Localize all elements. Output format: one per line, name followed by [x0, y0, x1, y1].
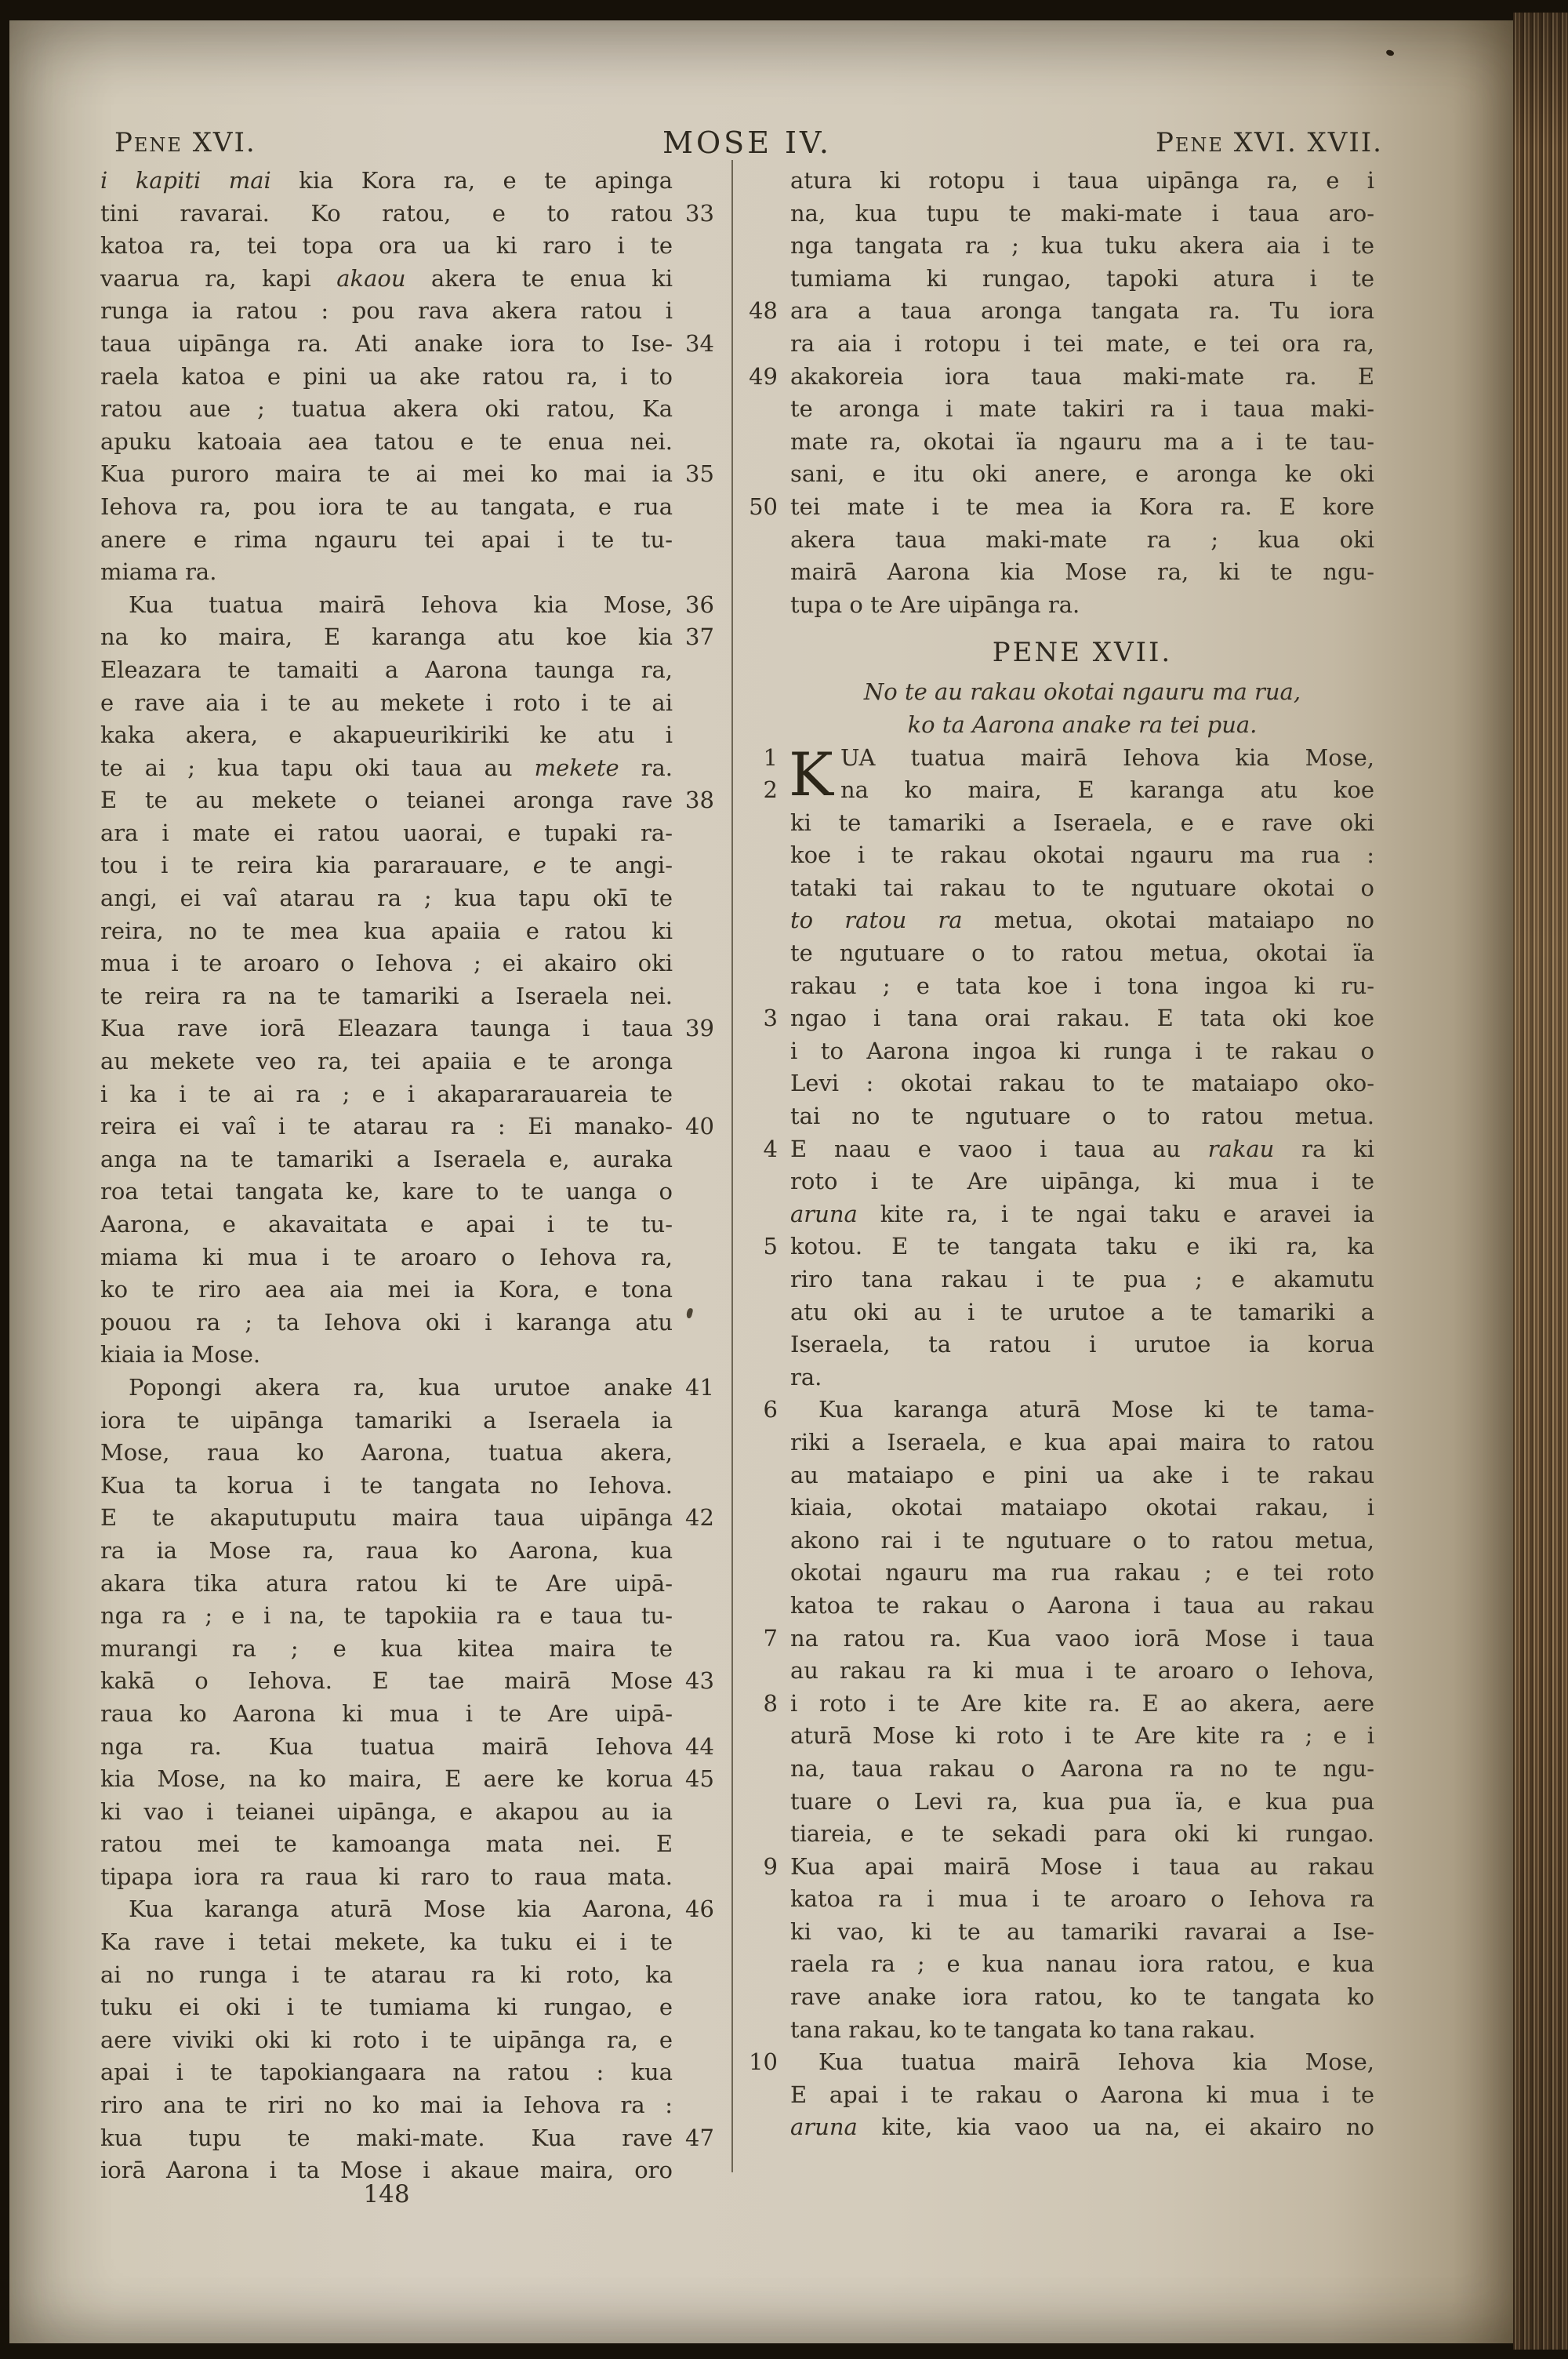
text-line	[790, 2079, 1374, 2112]
text-line	[100, 1274, 673, 1307]
text-line	[763, 1623, 1374, 1656]
text-line	[100, 524, 673, 557]
line-text: au mataiapo e pini ua ake i te rakau	[790, 1461, 1374, 1488]
line-text: vaarua ra, kapi akaou akera te enua ki	[100, 264, 673, 292]
line-text: nga ra. Kua tuatua mairā Iehova	[100, 1732, 673, 1760]
line-text: angi, ei vaî atarau ra ; kua tapu okī te	[100, 885, 673, 912]
running-head-left: Pene XVI.	[114, 127, 256, 158]
line-text: kakā o Iehova. E tae mairā Mose	[100, 1667, 673, 1695]
line-text: Kua karanga aturā Mose kia Aarona,	[129, 1896, 673, 1923]
line-text: rakau ; e tata koe i tona ingoa ki ru-	[790, 972, 1374, 999]
line-text: Ka rave i tetai mekete, ka tuku ei i te	[100, 1928, 673, 1956]
verse-number: 39	[685, 1015, 714, 1042]
right-column	[749, 165, 1374, 2144]
text-line	[100, 752, 673, 785]
text-line	[790, 1655, 1374, 1688]
verse-number: 47	[685, 2124, 714, 2151]
line-text: tumiama ki rungao, tapoki atura i te	[790, 264, 1374, 292]
text-line	[790, 1165, 1374, 1198]
line-text: murangi ra ; e kua kitea maira te	[100, 1634, 673, 1662]
line-text: mua i te aroaro o Iehova ; ei akairo oki	[100, 950, 673, 977]
text-line	[790, 1525, 1374, 1558]
line-text: Kua tuatua mairā Iehova kia Mose,	[818, 2048, 1374, 2076]
text-line	[790, 426, 1374, 459]
text-line	[790, 872, 1374, 905]
text-line	[100, 426, 673, 459]
line-text: Mose, raua ko Aarona, tuatua akera,	[100, 1439, 673, 1467]
text-line	[100, 1502, 714, 1535]
line-text: aere viviki oki ki roto i te uipānga ra, e	[100, 2026, 673, 2053]
text-line	[100, 1372, 714, 1405]
line-text: i kapiti mai kia Kora ra, e te apinga	[100, 167, 673, 194]
line-text: pouou ra ; ta Iehova oki i karanga atu	[100, 1308, 673, 1336]
chapter-subtitle: ko ta Aarona anake ra tei pua.	[907, 711, 1258, 738]
line-text: reira ei vaî i te atarau ra : Ei manako-	[100, 1113, 673, 1140]
line-text: ra aia i rotopu i tei mate, e tei ora ra,	[790, 329, 1374, 357]
line-text: sani, e itu oki anere, e aronga ke oki	[790, 460, 1374, 488]
text-line	[100, 1241, 673, 1274]
line-text: to ratou ra metua, okotai mataiapo no	[790, 907, 1374, 934]
line-text: tipapa iora ra raua ki raro to raua mata.	[100, 1863, 673, 1890]
text-line	[100, 1143, 673, 1176]
line-text: nga ra ; e i na, te tapokiia ra e taua tu-	[100, 1602, 673, 1630]
line-text: reira, no te mea kua apaiia e ratou ki	[100, 917, 673, 944]
verse-number: 44	[685, 1732, 714, 1760]
line-text: iorā Aarona i ta Mose i akaue maira, oro	[100, 2157, 673, 2184]
line-text: Kua karanga aturā Mose ki te tama-	[818, 1396, 1374, 1423]
book-fore-edge	[1513, 13, 1568, 2350]
text-line	[100, 1926, 673, 1959]
text-line	[763, 1394, 1374, 1427]
verse-number: 40	[685, 1113, 714, 1140]
line-text: na ko maira, E karanga atu koe	[840, 776, 1374, 804]
text-line	[100, 1437, 673, 1470]
line-text: ki vao i teianei uipānga, e akapou au ia	[100, 1797, 673, 1825]
line-text: runga ia ratou : pou rava akera ratou i	[100, 297, 673, 325]
page-number: 148	[363, 2180, 410, 2208]
line-text: na, taua rakau o Aarona ra no te ngu-	[790, 1754, 1374, 1782]
text-line	[763, 1688, 1374, 1721]
text-line	[100, 947, 673, 980]
text-line	[763, 774, 1374, 807]
verse-number: 10	[749, 2048, 778, 2076]
text-line	[790, 1948, 1374, 1981]
text-line	[100, 1176, 673, 1209]
line-text: tini ravarai. Ko ratou, e to ratou	[100, 199, 673, 227]
running-header	[110, 125, 1385, 166]
verse-number: 2	[763, 776, 778, 804]
line-text: ratou mei te kamoanga mata nei. E	[100, 1830, 673, 1858]
line-text: Aarona, e akavaitata e apai i te tu-	[100, 1211, 673, 1238]
text-line	[100, 654, 673, 687]
text-line	[100, 198, 714, 231]
text-line	[100, 1405, 673, 1438]
line-text: kiaia ia Mose.	[100, 1341, 261, 1369]
line-text: tou i te reira kia pararauare, e te angi-	[100, 852, 673, 879]
text-line	[790, 1263, 1374, 1296]
text-line	[790, 937, 1374, 970]
line-text: riki a Iseraela, e kua apai maira to ratou	[790, 1428, 1374, 1456]
line-text: apai i te tapokiangaara na ratou : kua	[100, 2059, 673, 2086]
text-line	[790, 458, 1374, 491]
text-line	[763, 1133, 1374, 1166]
line-text: akakoreia iora taua maki-mate ra. E	[790, 362, 1374, 390]
left-column	[100, 165, 714, 2187]
text-line	[100, 1763, 714, 1796]
line-text: te ai ; kua tapu oki taua au mekete ra.	[100, 754, 673, 781]
line-text: i to Aarona ingoa ki runga i te rakau o	[790, 1037, 1374, 1064]
line-text: tana rakau, ko te tangata ko tana rakau.	[790, 2016, 1256, 2043]
text-line	[749, 491, 1374, 524]
text-line	[100, 1568, 673, 1601]
line-text: ngao i tana orai rakau. E tata oki koe	[790, 1005, 1374, 1032]
text-line	[100, 915, 673, 948]
text-line	[790, 328, 1374, 361]
line-text: Iehova ra, pou iora te au tangata, e rua	[100, 493, 673, 520]
text-line	[100, 621, 714, 654]
line-text: ko te riro aea aia mei ia Kora, e tona	[100, 1276, 673, 1303]
text-line	[790, 1198, 1374, 1231]
line-text: riro ana te riri no ko mai ia Iehova ra :	[100, 2092, 673, 2119]
text-line	[790, 556, 1374, 589]
verse-number: 4	[763, 1135, 778, 1162]
text-line	[100, 1600, 673, 1633]
text-line	[790, 807, 1374, 840]
text-line	[763, 1230, 1374, 1263]
line-text: taua uipānga ra. Ati anake iora to Ise-	[100, 329, 673, 357]
line-text: Kua puroro maira te ai mei ko mai ia	[100, 460, 673, 488]
text-line	[790, 165, 1374, 198]
chapter-subtitle: No te au rakau okotai ngauru ma rua,	[863, 678, 1301, 706]
text-line	[100, 1861, 673, 1894]
text-line	[100, 361, 673, 394]
line-text: raela katoa e pini ua ake ratou ra, i to	[100, 362, 673, 390]
line-text: katoa ra, tei topa ora ua ki raro i te	[100, 232, 673, 260]
text-line	[100, 491, 673, 524]
text-line	[790, 1818, 1374, 1851]
text-line	[749, 2046, 1374, 2079]
line-text: akera taua maki-mate ra ; kua oki	[790, 525, 1374, 553]
text-line	[100, 1893, 714, 1926]
line-text: aruna kite, kia vaoo ua na, ei akairo no	[790, 2114, 1374, 2141]
text-line	[790, 1557, 1374, 1590]
line-text: apuku katoaia aea tatou e te enua nei.	[100, 427, 673, 455]
line-text: koe i te rakau okotai ngauru ma rua :	[790, 841, 1374, 869]
text-line	[100, 1991, 673, 2024]
text-line	[100, 849, 673, 882]
verse-number: 6	[763, 1396, 778, 1423]
text-line	[763, 1851, 1374, 1884]
text-line	[100, 263, 673, 296]
line-text: ara a taua aronga tangata ra. Tu iora	[790, 297, 1374, 325]
line-text: ratou aue ; tuatua akera oki ratou, Ka	[100, 395, 673, 423]
verse-number: 7	[763, 1624, 778, 1652]
text-line	[100, 328, 714, 361]
text-line	[790, 1753, 1374, 1786]
line-text: anga na te tamariki a Iseraela e, auraka	[100, 1145, 673, 1172]
text-line	[100, 1828, 673, 1861]
line-text: iora te uipānga tamariki a Iseraela ia	[100, 1406, 673, 1434]
line-text: na, kua tupu te maki-mate i taua aro-	[790, 199, 1374, 227]
line-text: rave anake iora ratou, ko te tangata ko	[790, 1983, 1374, 2011]
text-line	[790, 1100, 1374, 1133]
text-line	[790, 230, 1374, 263]
book-title: MOSE IV.	[662, 125, 832, 160]
line-text: tupa o te Are uipānga ra.	[790, 591, 1080, 618]
text-line	[100, 2056, 673, 2089]
book-page	[9, 20, 1513, 2343]
text-line	[790, 1883, 1374, 1916]
verse-number: 9	[763, 1852, 778, 1880]
text-line	[749, 361, 1374, 394]
text-line	[100, 1535, 673, 1568]
text-line	[790, 2111, 1374, 2144]
line-text: anere e rima ngauru tei apai i te tu-	[100, 525, 673, 553]
line-text: nga tangata ra ; kua tuku akera aia i te	[790, 232, 1374, 260]
line-text: tuku ei oki i te tumiama ki rungao, e	[100, 1994, 673, 2021]
chapter-heading: PENE XVII.	[992, 637, 1173, 669]
text-line	[790, 2014, 1374, 2047]
line-text: mairā Aarona kia Mose ra, ki te ngu-	[790, 558, 1374, 586]
line-text: UA tuatua mairā Iehova kia Mose,	[840, 743, 1374, 771]
line-text: kiaia, okotai mataiapo okotai rakau, i	[790, 1494, 1374, 1521]
text-line	[100, 882, 673, 915]
drop-cap: K	[789, 739, 833, 809]
line-text: kia Mose, na ko maira, E aere ke korua	[100, 1765, 673, 1793]
line-text: akara tika atura ratou ki te Are uipā-	[100, 1569, 673, 1597]
verse-number: 33	[685, 199, 714, 227]
line-text: kua tupu te maki-mate. Kua rave	[100, 2124, 673, 2151]
line-text: Eleazara te tamaiti a Aarona taunga ra,	[100, 656, 673, 683]
verse-number: 8	[763, 1689, 778, 1717]
text-line	[790, 589, 1374, 622]
text-line	[790, 1981, 1374, 2014]
verse-number: 43	[685, 1667, 714, 1695]
running-head-right: Pene XVI. XVII.	[1156, 127, 1383, 158]
verse-number: 34	[685, 329, 714, 357]
text-line	[790, 1427, 1374, 1459]
verse-number: 35	[685, 460, 714, 488]
text-line	[100, 589, 714, 622]
line-text: raela ra ; e kua nanau iora ratou, e kua	[790, 1950, 1374, 1978]
verse-number: 5	[763, 1233, 778, 1260]
line-text: E apai i te rakau o Aarona ki mua i te	[790, 2081, 1374, 2108]
line-text: raua ko Aarona ki mua i te Are uipā-	[100, 1699, 673, 1727]
text-line	[100, 1796, 673, 1829]
text-line	[790, 1492, 1374, 1525]
text-line	[100, 1470, 673, 1503]
column-divider	[731, 160, 733, 2172]
line-text: E te akaputuputu maira taua uipānga	[100, 1504, 673, 1532]
text-line	[790, 263, 1374, 296]
line-text: au mekete veo ra, tei apaiia e te aronga	[100, 1048, 673, 1075]
line-text: E naau e vaoo i taua au rakau ra ki	[790, 1135, 1374, 1162]
line-text: ki vao, ki te au tamariki ravarai a Ise-	[790, 1917, 1374, 1945]
text-line	[100, 980, 673, 1013]
verse-number: 38	[685, 787, 714, 814]
text-line	[790, 970, 1374, 1003]
line-text: kotou. E te tangata taku e iki ra, ka	[790, 1233, 1374, 1260]
text-line	[763, 1002, 1374, 1035]
text-line	[100, 817, 673, 850]
line-text: mate ra, okotai ïa ngauru ma a i te tau-	[790, 427, 1374, 455]
text-line	[100, 1209, 673, 1241]
line-text: na ratou ra. Kua vaoo iorā Mose i taua	[790, 1624, 1374, 1652]
text-line	[100, 1078, 673, 1111]
text-line	[100, 1731, 714, 1764]
text-line	[100, 2024, 673, 2057]
text-line	[790, 524, 1374, 557]
line-text: akono rai i te ngutuare o to ratou metua,	[790, 1526, 1374, 1554]
line-text: roto i te Are uipānga, ki mua i te	[790, 1168, 1374, 1195]
line-text: na ko maira, E karanga atu koe kia	[100, 623, 673, 651]
text-line	[100, 393, 673, 426]
line-text: Kua tuatua mairā Iehova kia Mose,	[129, 591, 673, 618]
verse-number: 48	[749, 297, 778, 325]
text-line	[790, 1720, 1374, 1753]
text-line	[100, 165, 673, 198]
line-text: ra ia Mose ra, raua ko Aarona, kua	[100, 1536, 673, 1564]
line-text: katoa ra i mua i te aroaro o Iehova ra	[790, 1885, 1374, 1913]
text-line	[100, 2122, 714, 2155]
line-text: ai no runga i te atarau ra ki roto, ka	[100, 1961, 673, 1988]
print-artifact	[686, 1307, 694, 1318]
text-line	[790, 198, 1374, 231]
text-line	[790, 1329, 1374, 1361]
text-line	[790, 1067, 1374, 1100]
text-line	[100, 556, 673, 589]
line-text: tiareia, e te sekadi para oki ki rungao.	[790, 1820, 1374, 1848]
text-line	[100, 1045, 673, 1078]
line-text: i roto i te Are kite ra. E ao akera, aere	[790, 1689, 1374, 1717]
text-line	[790, 1916, 1374, 1949]
line-text: te aronga i mate takiri ra i taua maki-	[790, 395, 1374, 423]
line-text: miama ki mua i te aroaro o Iehova ra,	[100, 1243, 673, 1270]
verse-number: 46	[685, 1896, 714, 1923]
verse-number: 42	[685, 1504, 714, 1532]
text-line	[790, 1035, 1374, 1068]
line-text: ra.	[790, 1363, 822, 1390]
line-text: Kua ta korua i te tangata no Iehova.	[100, 1471, 673, 1499]
verse-number: 41	[685, 1373, 714, 1401]
line-text: Popongi akera ra, kua urutoe anake	[129, 1373, 673, 1401]
line-text: aturā Mose ki roto i te Are kite ra ; e i	[790, 1722, 1374, 1750]
line-text: katoa te rakau o Aarona i taua au rakau	[790, 1591, 1374, 1619]
text-line	[100, 2089, 673, 2122]
text-line	[100, 1110, 714, 1143]
line-text: au rakau ra ki mua i te aroaro o Iehova,	[790, 1657, 1374, 1685]
text-line	[790, 1459, 1374, 1492]
text-line	[100, 1633, 673, 1666]
text-line	[790, 393, 1374, 426]
line-text: miama ra.	[100, 558, 217, 586]
line-text: Kua apai mairā Mose i taua au rakau	[790, 1852, 1374, 1880]
line-text: i ka i te ai ra ; e i akapararauareia te	[100, 1080, 673, 1107]
text-line	[100, 1959, 673, 1992]
verse-number: 1	[763, 743, 778, 771]
text-line	[100, 687, 673, 720]
line-text: aruna kite ra, i te ngai taku e aravei ia	[790, 1200, 1374, 1227]
line-text: atura ki rotopu i taua uipānga ra, e i	[790, 167, 1374, 194]
line-text: ki te tamariki a Iseraela, e e rave oki	[790, 809, 1374, 836]
line-text: riro tana rakau i te pua ; e akamutu	[790, 1266, 1374, 1292]
verse-number: 49	[749, 362, 778, 390]
verse-number: 45	[685, 1765, 714, 1793]
verse-number: 37	[685, 623, 714, 651]
text-line	[100, 1665, 714, 1698]
line-text: te ngutuare o to ratou metua, okotai ïa	[790, 940, 1374, 967]
text-line	[100, 230, 673, 263]
line-text: tei mate i te mea ia Kora ra. E kore	[790, 493, 1374, 520]
text-line	[100, 1698, 673, 1731]
text-line	[790, 904, 1374, 937]
text-line	[100, 1012, 714, 1045]
text-line	[790, 1590, 1374, 1623]
text-line	[100, 719, 673, 752]
text-line	[100, 295, 673, 328]
verse-number: 50	[749, 493, 778, 520]
text-line	[790, 1361, 1374, 1394]
verse-number: 3	[763, 1005, 778, 1032]
line-text: kaka akera, e akapueurikiriki ke atu i	[100, 722, 673, 749]
line-text: tataki tai rakau to te ngutuare okotai o	[790, 874, 1374, 901]
line-text: te reira ra na te tamariki a Iseraela nei.	[100, 982, 673, 1009]
line-text: E te au mekete o teianei aronga rave	[100, 787, 673, 814]
text-line	[749, 295, 1374, 328]
line-text: Kua rave iorā Eleazara taunga i taua	[100, 1015, 673, 1042]
text-line	[790, 1296, 1374, 1329]
line-text: tuare o Levi ra, kua pua ïa, e kua pua	[790, 1787, 1374, 1815]
text-line	[100, 784, 714, 817]
text-line	[100, 1339, 673, 1372]
line-text: tai no te ngutuare o to ratou metua.	[790, 1103, 1374, 1130]
text-line	[790, 839, 1374, 872]
line-text: Iseraela, ta ratou i urutoe ia korua	[790, 1331, 1374, 1358]
line-text: roa tetai tangata ke, kare to te uanga o	[100, 1178, 673, 1205]
text-line	[100, 1307, 673, 1339]
line-text: okotai ngauru ma rua rakau ; e tei roto	[790, 1559, 1374, 1587]
line-text: ara i mate ei ratou uaorai, e tupaki ra-	[100, 819, 673, 846]
line-text: atu oki au i te urutoe a te tamariki a	[790, 1298, 1374, 1325]
text-line	[790, 1786, 1374, 1819]
line-text: e rave aia i te au mekete i roto i te ai	[100, 689, 673, 716]
verse-number: 36	[685, 591, 714, 618]
text-line	[100, 458, 714, 491]
line-text: Levi : okotai rakau to te mataiapo oko-	[790, 1070, 1374, 1097]
